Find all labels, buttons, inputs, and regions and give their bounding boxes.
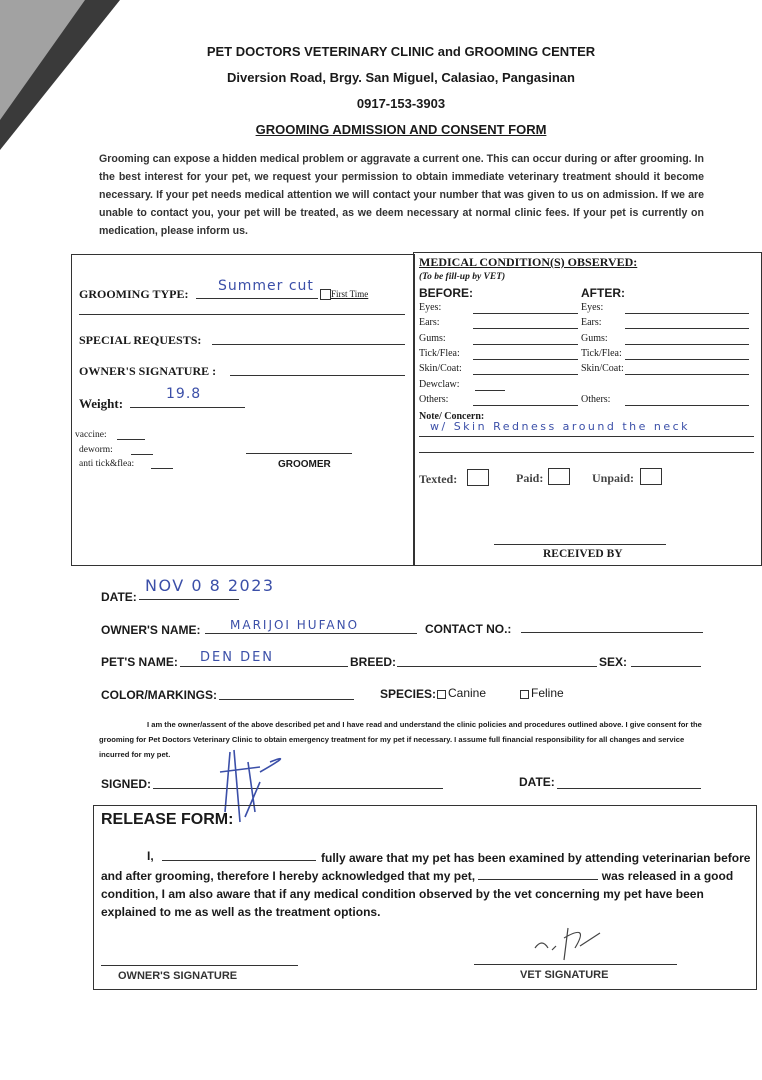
before-row-label: Gums: [419,333,446,344]
deworm-label: deworm: [79,445,113,455]
after-row-label: Tick/Flea: [581,348,622,359]
owner-name-value[interactable]: MARIJOI HUFANO [230,618,360,632]
pet-name-line [180,666,348,667]
after-row-label: Others: [581,394,611,405]
texted-checkbox[interactable] [467,469,489,486]
vet-signature-scribble [530,918,610,968]
groomer-line[interactable] [246,453,352,454]
weight-label: Weight: [79,396,124,411]
canine-label: Canine [448,686,487,700]
medical-subtitle: (To be fill-up by VET) [419,272,506,282]
consent-paragraph: I am the owner/assent of the above described pet and I have read and understand the clinic policies and procedures outlined above. I give consent for the grooming for Pet Doctors Veterinary Clinic to obtain emergency treatment for my pet if necessary. I assume full financial responsibility for all changes and service incurred for my pet. [99,720,702,759]
after-row-label: Eyes: [581,302,604,313]
special-requests-line[interactable] [212,344,405,345]
after-row-line[interactable] [625,374,749,375]
before-row-line[interactable] [473,374,578,375]
signed-date-label: DATE: [519,775,555,789]
after-row-label: Ears: [581,317,602,328]
before-row-label: Others: [419,394,449,405]
before-row-label: Ears: [419,317,440,328]
release-text-1: fully aware that my pet has been examined by attending veterinarian before and after grooming, therefore I hereby acknowledged that my pet, [101,851,751,883]
sex-label: SEX: [599,655,628,669]
clinic-address: Diversion Road, Brgy. San Miguel, Calasiao, Pangasinan [227,70,575,85]
vet-sig-label: VET SIGNATURE [520,969,609,981]
unpaid-checkbox[interactable] [640,468,662,485]
grooming-type-line [196,298,318,299]
release-body [101,849,751,921]
after-row-line[interactable] [625,405,749,406]
sex-line[interactable] [631,666,701,667]
after-row-line[interactable] [625,313,749,314]
first-time-label: First Time [331,289,369,299]
note-value[interactable]: w/ Skin Redness around the neck [430,420,691,433]
before-row-line[interactable] [473,405,578,406]
form-title: GROOMING ADMISSION AND CONSENT FORM [255,122,547,137]
release-title: RELEASE FORM: [101,811,234,828]
before-row-line[interactable] [473,313,578,314]
before-row-label: Dewclaw: [419,379,460,390]
owner-signature-line[interactable] [230,375,405,376]
owner-sig-line[interactable] [101,965,298,966]
owner-signature-label: OWNER'S SIGNATURE : [79,364,217,378]
grooming-type-line-2 [79,314,405,315]
release-pet-line[interactable] [478,879,598,880]
vaccine-line[interactable] [117,439,145,440]
special-requests-label: SPECIAL REQUESTS: [79,333,202,347]
first-time-checkbox[interactable] [320,289,331,300]
intro-paragraph: Grooming can expose a hidden medical problem or aggravate a current one. This can occur during or after grooming. In the best interest for your pet, we request your permission to obtain immediate veterinary treatment should it become necessary. If your pet needs medical attention we will contact your number that was given to us on admission. If we are unable to contact you, your pet will be treated, as we deem necessary at normal clinic fees. If your pet is currently on medication, please inform us. [99,153,704,237]
date-line [139,599,239,600]
signed-label: SIGNED: [101,777,152,791]
contact-line[interactable] [521,632,703,633]
grooming-type-label: GROOMING TYPE: [79,287,189,301]
after-label: AFTER: [581,286,625,300]
after-row-label: Gums: [581,333,608,344]
weight-value[interactable]: 19.8 [166,386,202,402]
clinic-name: PET DOCTORS VETERINARY CLINIC and GROOMING CENTER [206,44,596,59]
paid-checkbox[interactable] [548,468,570,485]
weight-line [130,407,245,408]
medical-title: MEDICAL CONDITION(S) OBSERVED: [419,255,638,269]
date-value[interactable]: NOV 0 8 2023 [145,576,275,595]
antitick-label: anti tick&flea: [79,459,135,469]
note-line-1 [419,436,754,437]
before-row-label: Eyes: [419,302,442,313]
before-label: BEFORE: [419,286,473,300]
note-label: Note/ Concern: [419,411,485,422]
owner-name-line [205,633,417,634]
after-row-line[interactable] [625,328,749,329]
release-i: I, [147,849,154,863]
clinic-phone: 0917-153-3903 [356,96,446,111]
note-line-2 [419,452,754,453]
feline-checkbox[interactable] [520,690,529,699]
color-label: COLOR/MARKINGS: [101,688,217,702]
texted-label: Texted: [419,472,458,486]
pet-name-value[interactable]: DEN DEN [200,650,275,665]
deworm-line[interactable] [131,454,153,455]
vaccine-label: vaccine: [75,430,107,440]
owner-name-label: OWNER'S NAME: [101,623,201,637]
breed-line[interactable] [397,666,597,667]
color-line[interactable] [219,699,354,700]
pet-name-label: PET'S NAME: [101,655,178,669]
unpaid-label: Unpaid: [592,471,635,485]
after-row-label: Skin/Coat: [581,363,624,374]
received-by-label: RECEIVED BY [543,548,623,560]
date-label: DATE: [101,590,137,604]
grooming-type-value[interactable]: Summer cut [218,278,314,294]
contact-label: CONTACT NO.: [425,622,512,636]
before-row-label: Tick/Flea: [419,348,460,359]
before-row-line[interactable] [473,344,578,345]
groomer-label: GROOMER [278,459,331,470]
release-text-2: was released in a good condition, I am also aware that if any medical condition observed by the vet concerning my pet have been explained to me as well as the treatment options. [101,869,734,919]
after-row-line[interactable] [625,344,749,345]
after-row-line[interactable] [625,359,749,360]
before-row-line[interactable] [473,359,578,360]
before-row-label: Skin/Coat: [419,363,462,374]
paid-label: Paid: [516,471,544,485]
before-row-line[interactable] [473,328,578,329]
received-by-line[interactable] [494,544,666,545]
antitick-line[interactable] [151,468,173,469]
owner-sig-label: OWNER'S SIGNATURE [118,970,238,982]
before-row-line[interactable] [475,390,505,391]
species-label: SPECIES: [380,687,437,701]
feline-label: Feline [531,686,564,700]
canine-checkbox[interactable] [437,690,446,699]
breed-label: BREED: [350,655,397,669]
signed-date-line[interactable] [557,788,701,789]
